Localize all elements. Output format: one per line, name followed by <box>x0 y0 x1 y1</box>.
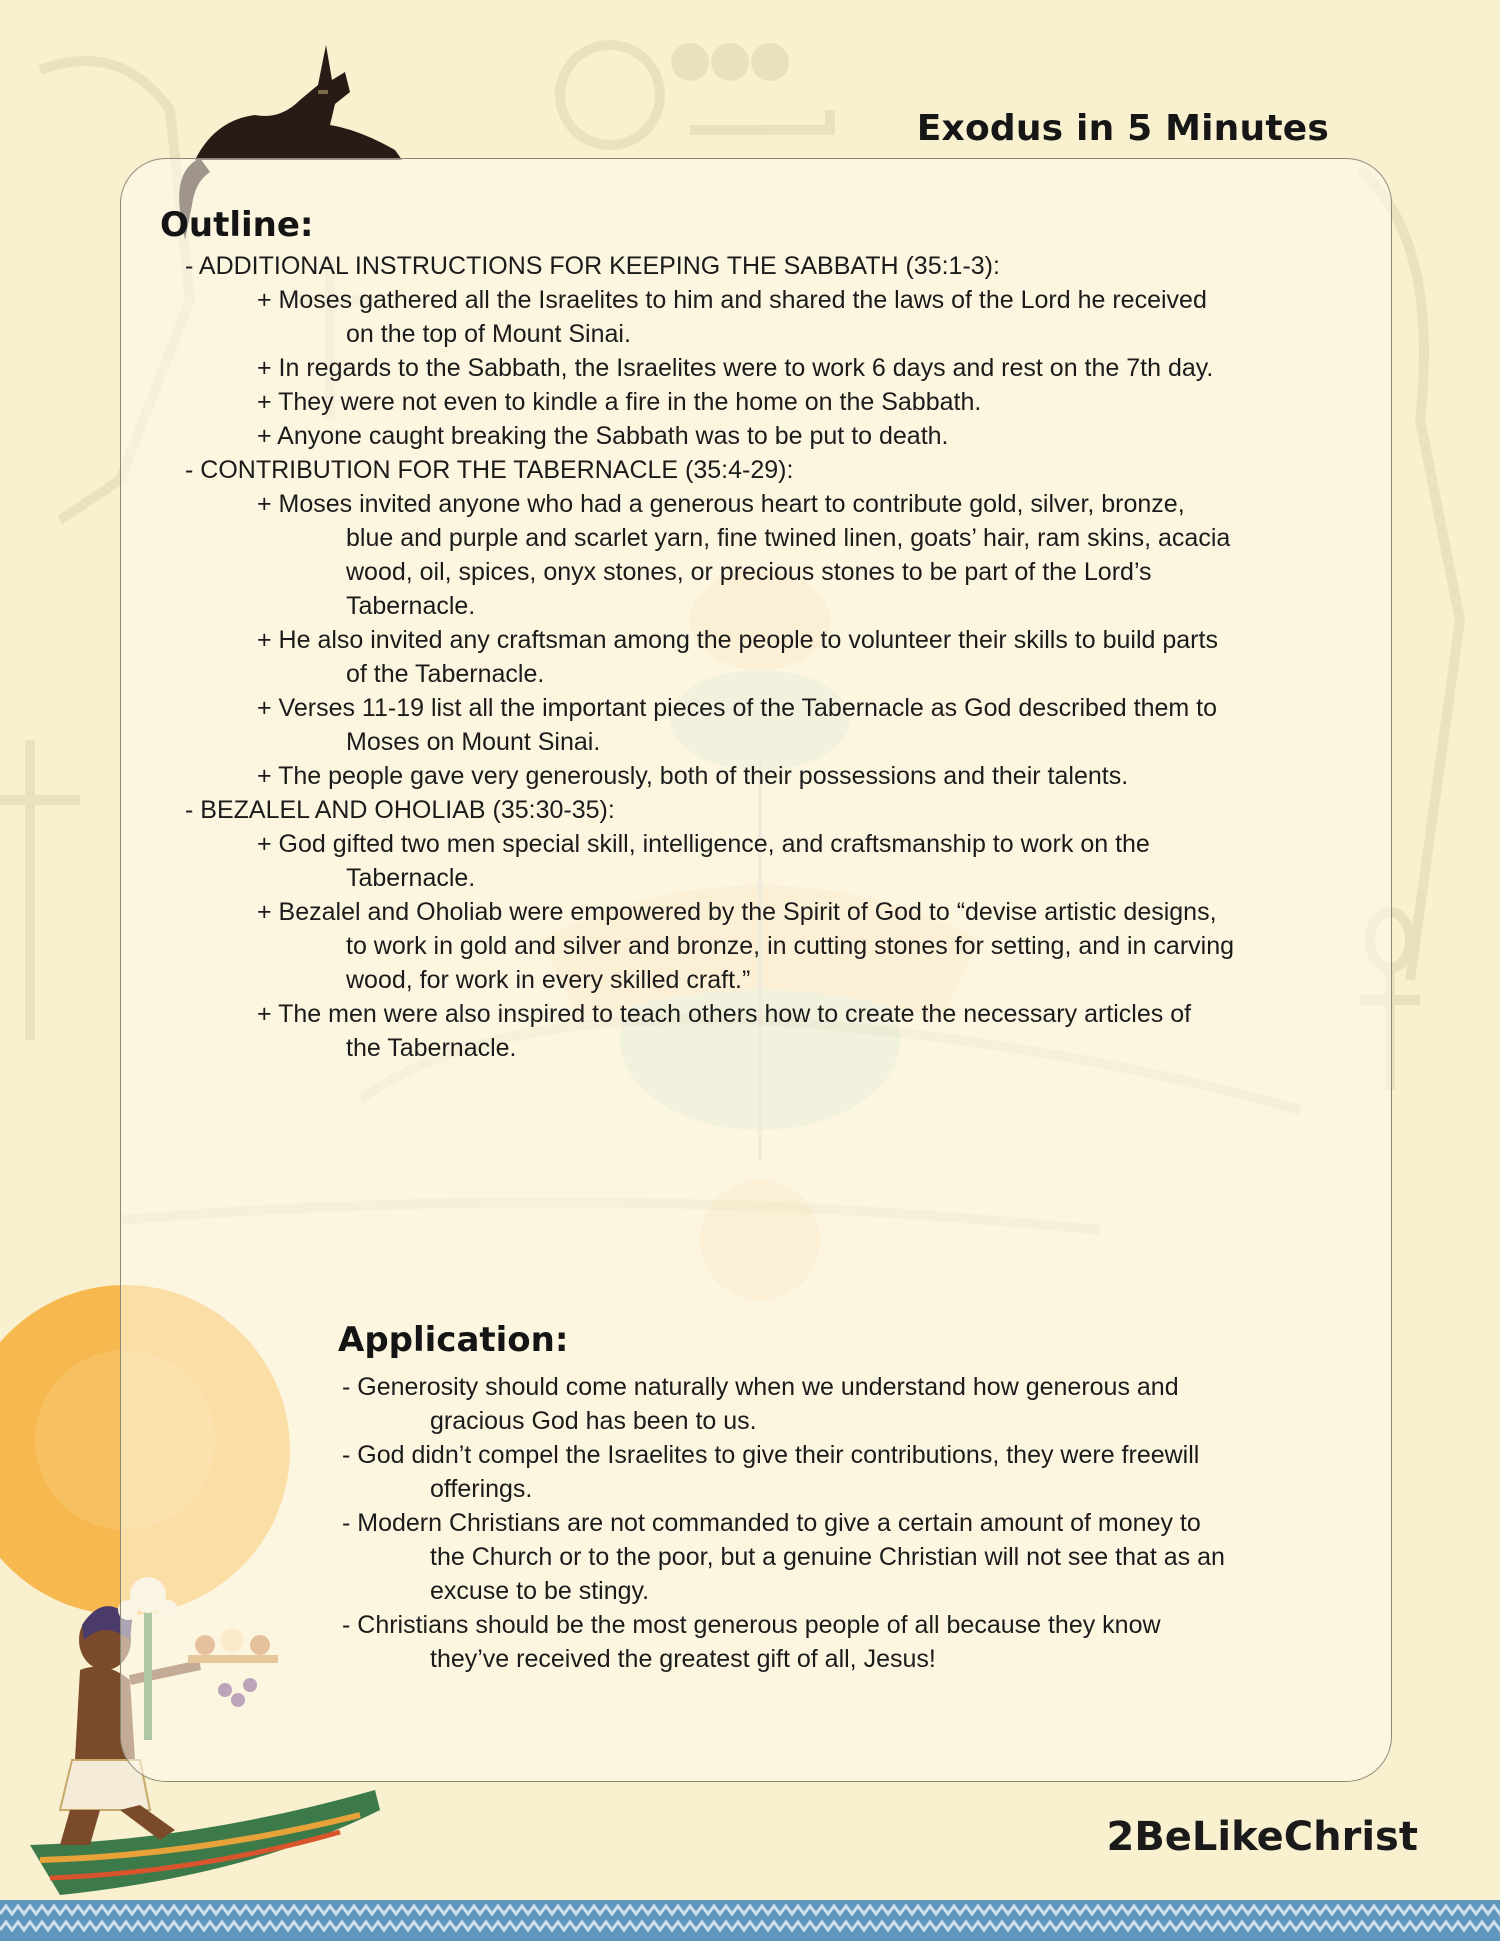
outline-line: - BEZALEL AND OHOLIAB (35:30-35): <box>185 796 615 824</box>
brand-logo-text: 2BeLikeChrist <box>1106 1814 1418 1860</box>
outline-line: of the Tabernacle. <box>346 660 545 688</box>
outline-heading: Outline: <box>160 205 314 245</box>
application-line: - God didn’t compel the Israelites to give their contributions, they were freewill <box>342 1441 1200 1469</box>
outline-line: Tabernacle. <box>346 592 476 620</box>
outline-line: + The men were also inspired to teach others how to create the necessary articles of <box>257 1000 1192 1028</box>
outline-line: wood, oil, spices, onyx stones, or precious stones to be part of the Lord’s <box>346 558 1152 586</box>
application-line: - Modern Christians are not commanded to give a certain amount of money to <box>342 1509 1201 1537</box>
application-line: the Church or to the poor, but a genuine Christian will not see that as an <box>430 1543 1225 1571</box>
outline-line: Tabernacle. <box>346 864 476 892</box>
outline-list <box>160 249 1360 1065</box>
outline-line: + They were not even to kindle a fire in the home on the Sabbath. <box>257 388 982 416</box>
application-list <box>338 1370 1338 1676</box>
outline-line: + God gifted two men special skill, intelligence, and craftsmanship to work on the <box>257 830 1150 858</box>
outline-line: + In regards to the Sabbath, the Israelites were to work 6 days and rest on the 7th day. <box>257 354 1214 382</box>
decorative-wave-band <box>0 1900 1500 1941</box>
outline-line: the Tabernacle. <box>346 1034 517 1062</box>
outline-line: - CONTRIBUTION FOR THE TABERNACLE (35:4-29): <box>185 456 794 484</box>
outline-line: + Bezalel and Oholiab were empowered by the Spirit of God to “devise artistic designs, <box>257 898 1217 926</box>
outline-line: blue and purple and scarlet yarn, fine twined linen, goats’ hair, ram skins, acacia <box>346 524 1231 552</box>
application-line: they’ve received the greatest gift of all, Jesus! <box>430 1645 936 1673</box>
application-line: - Christians should be the most generous people of all because they know <box>342 1611 1161 1639</box>
application-line: gracious God has been to us. <box>430 1407 757 1435</box>
outline-line: + Moses invited anyone who had a generous heart to contribute gold, silver, bronze, <box>257 490 1185 518</box>
application-heading: Application: <box>338 1320 569 1360</box>
application-line: - Generosity should come naturally when we understand how generous and <box>342 1373 1179 1401</box>
outline-line: - ADDITIONAL INSTRUCTIONS FOR KEEPING THE SABBATH (35:1-3): <box>185 252 1000 280</box>
outline-line: to work in gold and silver and bronze, in cutting stones for setting, and in carving <box>346 932 1235 960</box>
application-line: excuse to be stingy. <box>430 1577 650 1605</box>
outline-line: + The people gave very generously, both of their possessions and their talents. <box>257 762 1129 790</box>
document-title: Exodus in 5 Minutes <box>916 108 1329 149</box>
outline-line: + Moses gathered all the Israelites to him and shared the laws of the Lord he received <box>257 286 1207 314</box>
outline-line: Moses on Mount Sinai. <box>346 728 601 756</box>
outline-line: + Anyone caught breaking the Sabbath was to be put to death. <box>257 422 949 450</box>
outline-line: wood, for work in every skilled craft.” <box>346 966 751 994</box>
application-line: offerings. <box>430 1475 533 1503</box>
outline-line: on the top of Mount Sinai. <box>346 320 631 348</box>
outline-line: + Verses 11-19 list all the important pieces of the Tabernacle as God described them to <box>257 694 1218 722</box>
outline-line: + He also invited any craftsman among the people to volunteer their skills to build parts <box>257 626 1218 654</box>
